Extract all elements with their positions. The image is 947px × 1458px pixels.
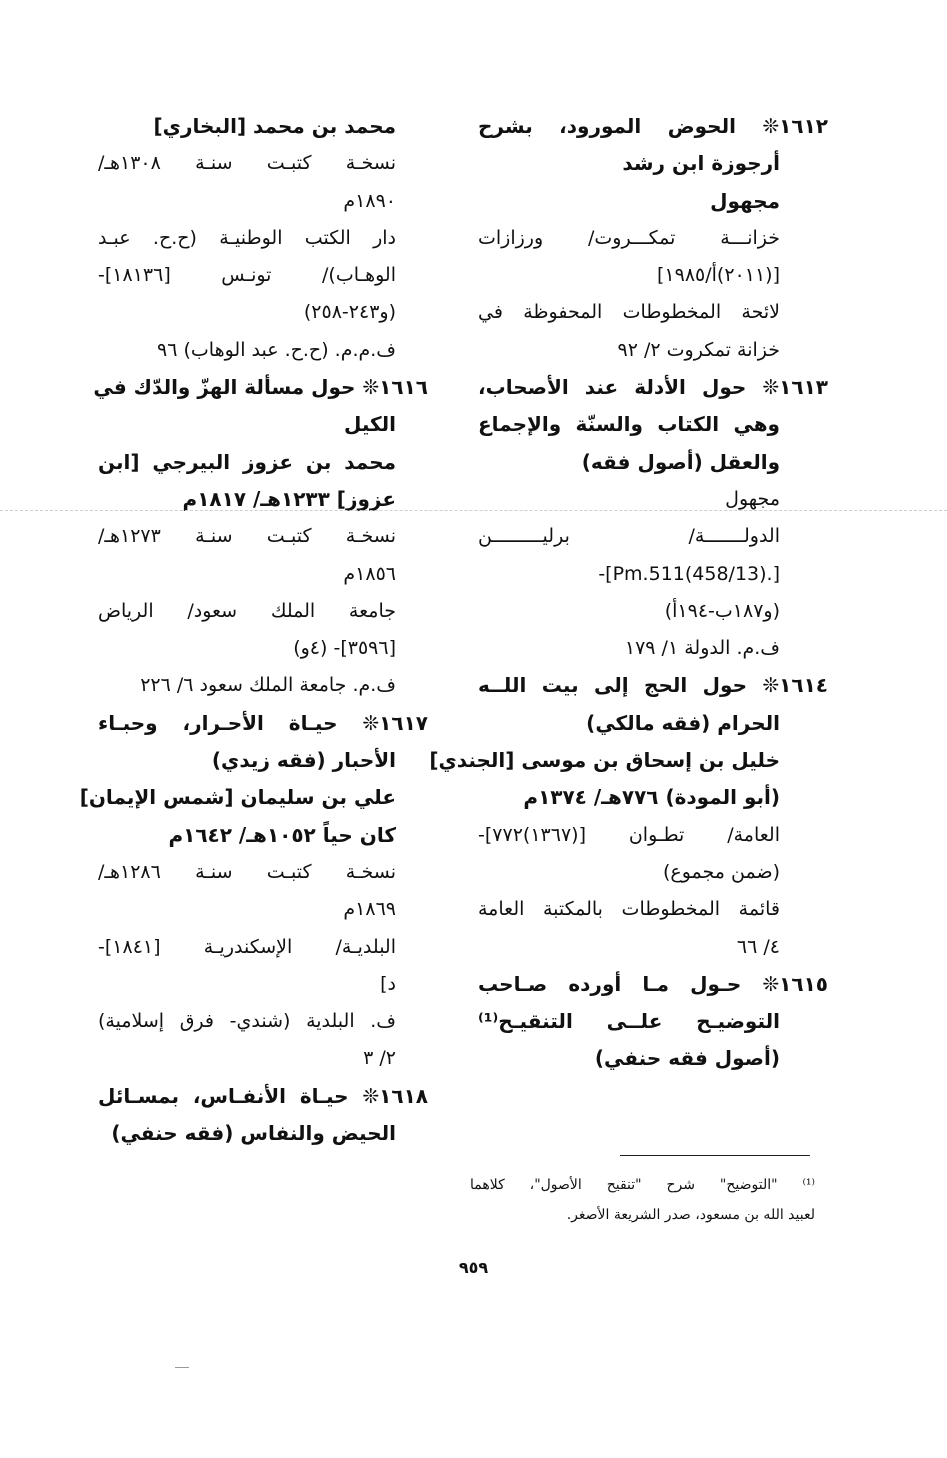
entry-line: (أبو المودة) ٧٧٦هـ/ ١٣٧٤م xyxy=(523,785,780,810)
scan-fold-line xyxy=(0,510,947,511)
page-number: ٩٥٩ xyxy=(458,1258,489,1277)
entry-line: ١٨٩٠م xyxy=(343,189,396,212)
entry-line: كان حياً ١٠٥٢هـ/ ١٦٤٢م xyxy=(168,822,396,847)
entry-line: ٢/ ٣ xyxy=(363,1047,396,1070)
entry-line: الحرام (فقه مالكي) xyxy=(586,710,780,735)
entry-line: والعقل (أصول فقه) xyxy=(581,449,780,474)
entry-line: وهي الكتاب والسنّة والإجماع xyxy=(478,412,780,437)
entry-line: نسخـة كتبـت سنـة ١٣٠٨هـ/ xyxy=(98,152,396,175)
entry-line: (و١٨٧ب-١٩٤أ) xyxy=(664,599,780,622)
entry-line: ف. البلدية (شندي- فرق إسلامية) xyxy=(98,1010,396,1033)
entry-line: ١٦١٣❊ حول الأدلة عند الأصحاب، xyxy=(478,375,828,400)
entry-line: جامعة الملك سعود/ الرياض xyxy=(98,599,396,622)
entry-line: (أصول فقه حنفي) xyxy=(594,1046,780,1071)
scan-speck xyxy=(175,1367,189,1368)
entry-line: الوهـاب)/ تونـس [١٨١٣٦]- xyxy=(98,264,396,287)
entry-line: عزوز] ١٢٣٣هـ/ ١٨١٧م xyxy=(182,486,396,511)
left-column xyxy=(79,108,428,1152)
entry-line: (ضمن مجموع) xyxy=(662,860,780,883)
entry-line: ١٦١٧❊ حيـاة الأحـرار، وحبـاء xyxy=(98,710,428,735)
entry-line: لائحة المخطوطات المحفوظة في xyxy=(478,301,780,324)
entry-line: الأحبار (فقه زيدي) xyxy=(211,748,396,773)
entry-line: العامة/ تطـوان [(١٣٦٧)٧٧٢]- xyxy=(478,823,780,846)
entry-line: ١٦١٢❊ الحوض المورود، بشرح xyxy=(478,114,828,138)
entry-line: التوضيـح علــى التنقيـح⁽¹⁾ xyxy=(478,1009,780,1034)
entry-line: نسخـة كتبـت سنـة ١٢٨٦هـ/ xyxy=(98,860,396,883)
entry-line: مجهول xyxy=(710,188,780,213)
entry-line: ف.م. جامعة الملك سعود ٦/ ٢٢٦ xyxy=(140,674,396,697)
entry-line: ف.م. الدولة ١/ ١٧٩ xyxy=(624,637,780,660)
footnote xyxy=(470,1170,815,1230)
entry-line: خزانـــة تمكـــروت/ ورزازات xyxy=(478,226,780,249)
entry-line: أرجوزة ابن رشد xyxy=(622,151,780,176)
entry-line: [.Pm.511(458/13)]- xyxy=(598,562,780,585)
entry-line: خزانة تمكروت ٢/ ٩٢ xyxy=(617,338,780,361)
entry-line: ١٨٥٦م xyxy=(343,562,396,585)
entry-line: [٣٥٩٦]- (٤و) xyxy=(293,637,396,660)
entry-line: الحيض والنفاس (فقه حنفي) xyxy=(111,1121,396,1146)
entry-line: علي بن سليمان [شمس الإيمان] xyxy=(79,785,396,810)
entry-line: نسخـة كتبـت سنـة ١٢٧٣هـ/ xyxy=(98,525,396,548)
footnote-line: لعبيد الله بن مسعود، صدر الشريعة الأصغر. xyxy=(566,1207,815,1223)
entry-line: (و٢٤٣-٢٥٨) xyxy=(303,301,396,324)
entry-line: الدولـــــــة/ برليـــــــــن xyxy=(478,525,780,548)
entry-line: ١٦١٨❊ حيـاة الأنفـاس، بمسـائل xyxy=(98,1083,428,1108)
entry-line: ١٦١٦❊ حول مسألة الهزّ والدّك في xyxy=(93,375,428,400)
entry-line: دار الكتب الوطنيـة (ح.ح. عبـد xyxy=(98,226,396,249)
entry-line: قائمة المخطوطات بالمكتبة العامة xyxy=(478,898,780,921)
entry-line: البلديـة/ الإسكندريـة [١٨٤١]- xyxy=(98,935,396,958)
entry-line: ١٦١٥❊ حـول مـا أورده صـاحب xyxy=(478,971,828,996)
entry-line: مجهول xyxy=(725,487,780,510)
entry-line: ١٨٦٩م xyxy=(343,898,396,921)
entry-line: د] xyxy=(380,972,396,995)
footnote-separator xyxy=(620,1155,810,1156)
entry-line: محمد بن عزوز البيرجي [ابن xyxy=(98,449,396,474)
entry-line: ف.م.م. (ح.ح. عبد الوهاب) ٩٦ xyxy=(157,338,396,361)
entry-line: ١٦١٤❊ حول الحج إلى بيت اللــه xyxy=(478,673,828,698)
footnote-line: ⁽¹⁾ "التوضيح" شرح "تنقيح الأصول"، كلاهما xyxy=(470,1177,815,1193)
entry-line: الكيل xyxy=(343,412,396,437)
right-column xyxy=(429,108,828,1078)
entry-line: [(٢٠١١)أ/١٩٨٥] xyxy=(657,264,780,287)
entry-line: ٤/ ٦٦ xyxy=(736,935,780,958)
entry-line: محمد بن محمد [البخاري] xyxy=(153,114,396,138)
entry-line: خليل بن إسحاق بن موسى [الجندي] xyxy=(429,748,780,773)
